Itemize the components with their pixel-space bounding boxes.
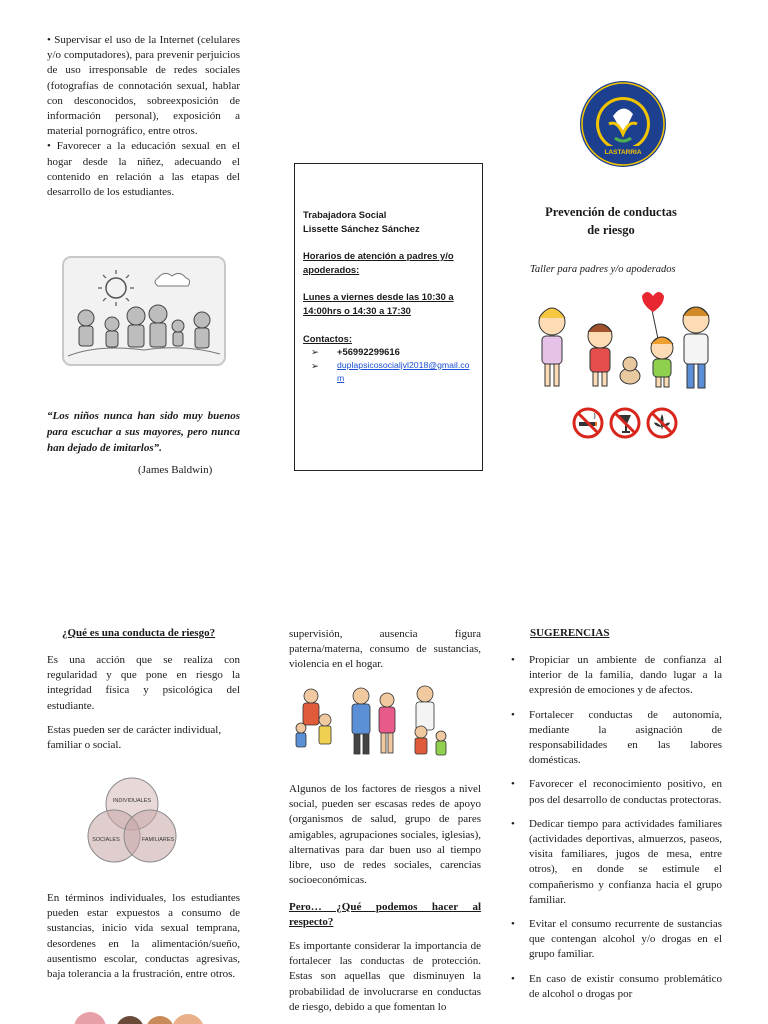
bullet-internet: • Supervisar el uso de la Internet (celulares y/o computadores), para prevenir perjuicios de uso irresponsable de redes sociales (fotografías de connotación sexual, hablar con desconocidos, sobreexposición de información personal), exposición a material pornográfico, entre otros. [47, 34, 240, 138]
risk-types: Estas pueden ser de carácter individual, familiar o social. [47, 724, 222, 752]
suggestions-heading: SUGERENCIAS [530, 627, 610, 639]
individual-risks: En términos individuales, los estudiantes pueden estar expuestos a consumo de sustancias, inicio vida sexual temprana, desordenes en la alimentación/sueño, ausentismo escolar, conductas agresivas, baja tolerancia a la frustración, entre otros. [47, 892, 240, 981]
contact-email-link[interactable]: duplapsicosocialjvl2018@gmail.com [337, 359, 470, 384]
hours-text: Lunes a viernes desde las 10:30 a 14:00hrs o 14:30 a 17:30 [303, 291, 454, 316]
contact-role: Trabajadora Social [303, 209, 387, 220]
family-illustration [530, 288, 720, 394]
quote-author: (James Baldwin) [138, 464, 213, 476]
family-illustration-icon [530, 288, 720, 394]
supervision-bullet [47, 33, 240, 200]
contact-box [294, 163, 483, 471]
risk-heading: ¿Qué es una conducta de riesgo? [62, 627, 216, 639]
venn-diagram [82, 776, 192, 868]
cover-subtitle: Taller para padres y/o apoderados [530, 264, 676, 275]
no-drugs-icon [646, 407, 678, 439]
children-drawing [62, 256, 226, 366]
family-conflict-illustration [289, 684, 453, 762]
suggestion-item: • Evitar el consumo recurrente de sustancias que contengan alcohol y/o drogas en el grupo familiar. [511, 917, 722, 963]
arrow-bullet-icon: ➢ [311, 359, 319, 371]
venn-label-individuales: INDIVIDUALES [112, 798, 152, 804]
venn-label-sociales: SOCIALES [92, 837, 120, 843]
suggestion-item: • En caso de existir consumo problemático de alcohol o drogas por [511, 972, 722, 1002]
family-factors-continued: supervisión, ausencia figura paterna/materna, consumo de sustancias, violencia en el hogar. [289, 628, 481, 671]
protective-behaviors: Es importante considerar la importancia de fortalecer las conductas de protección. Estas son aquellas que disminuyen la probabilidad de involucrarse en conductas de riesgo, debido a que fomentan lo [289, 940, 481, 1013]
school-logo-icon [579, 80, 667, 168]
people-partial-icon [70, 1006, 210, 1024]
no-smoking-icon [572, 407, 604, 439]
venn-diagram-graphic [82, 776, 192, 868]
cover-title: Prevención de conductas de riesgo [545, 205, 677, 237]
family-conflict-icon [289, 684, 453, 762]
svg-text:LASTARRIA: LASTARRIA [604, 149, 642, 156]
bullet-sex-education: • Favorecer a la educación sexual en el hogar desde la niñez, adecuando el contenido en relación a las etapas del desarrollo de los estudiantes. [47, 140, 240, 199]
suggestion-item: • Propiciar un ambiente de confianza al interior de la familia, dando lugar a la expresión de emociones y de afectos. [511, 653, 722, 699]
hours-title: Horarios de atención a padres y/o apoderados: [303, 250, 454, 275]
venn-label-familiares: FAMILIARES [141, 837, 175, 843]
suggestions-list [511, 653, 722, 1024]
social-factors: Algunos de los factores de riesgos a nivel social, pueden ser escasas redes de apoyo (organismos de salud, grupo de pares amigables, agrupaciones sociales, iglesias), alternativas para dar buen uso al tiempo libre, uso de redes sociales, carencias socioeconómicas. [289, 783, 481, 887]
no-alcohol-icon [609, 407, 641, 439]
arrow-bullet-icon: ➢ [311, 346, 319, 358]
what-to-do-heading: Pero… ¿Qué podemos hacer al respecto? [289, 901, 481, 929]
children-drawing-icon [62, 256, 226, 366]
bottom-left-image-partial [70, 1006, 210, 1024]
risk-definition: Es una acción que se realiza con regularidad y que pone en riesgo la integridad física y psicológica del estudiante. [47, 654, 240, 712]
suggestion-item: • Fortalecer conductas de autonomía, mediante la asignación de responsabilidades en las labores domésticas. [511, 708, 722, 769]
suggestion-item: • Favorecer el reconocimiento positivo, en pos del desarrollo de conductas protectoras. [511, 777, 722, 807]
contact-name: Lissette Sánchez Sánchez [303, 222, 420, 234]
contact-phone: +56992299616 [337, 346, 400, 358]
suggestion-item: • Dedicar tiempo para actividades familiares (actividades deportivas, almuerzos, paseos, visita familiares, jugos de mesa, entre otros), en donde se estimule el compañerismo y confianza hacia el grupo familiar. [511, 817, 722, 908]
prohibition-icons [572, 407, 680, 441]
baldwin-quote: “Los niños nunca han sido muy buenos para escuchar a sus mayores, pero nunca han dejado de imitarlos”. [47, 410, 240, 454]
contacts-title: Contactos: [303, 332, 352, 344]
school-logo [579, 80, 667, 168]
